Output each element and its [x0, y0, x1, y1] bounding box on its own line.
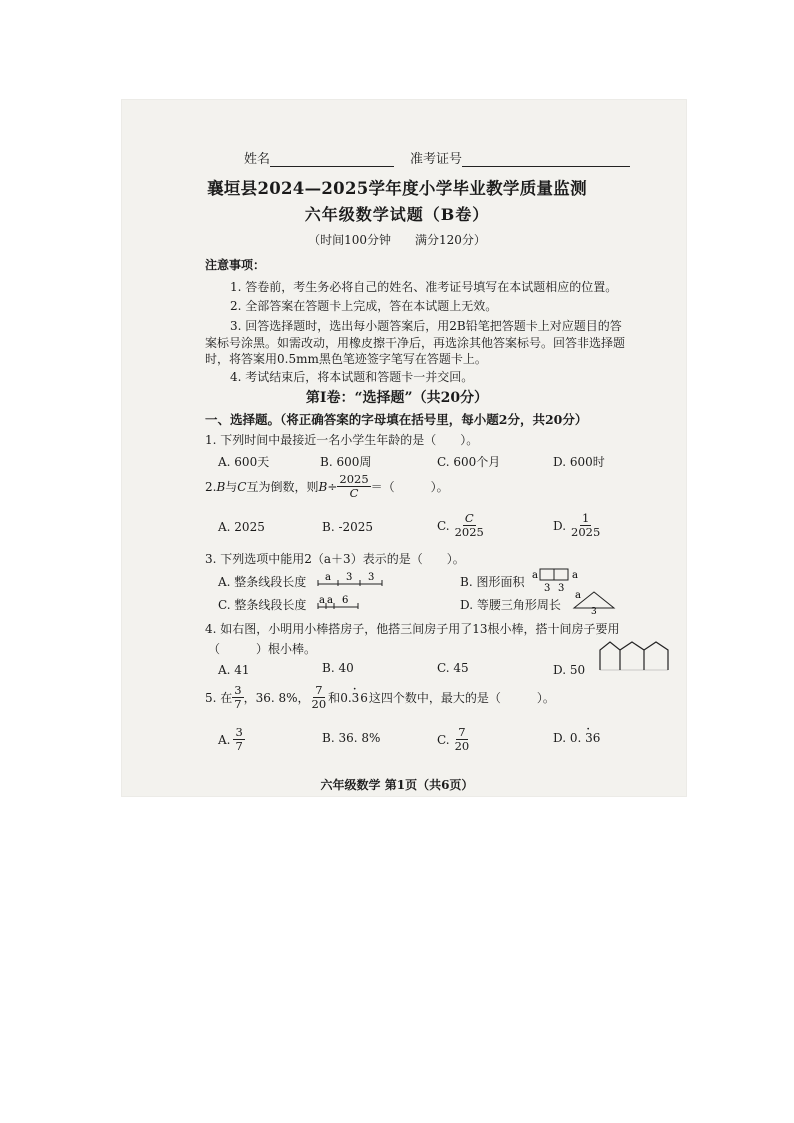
q2-divide-sign: ÷: [327, 479, 338, 494]
exam-number-underline: [462, 154, 630, 167]
exam-number-field: [410, 148, 630, 167]
q2-stem-text: 互为倒数，则: [246, 480, 319, 495]
q3-b-label: a: [532, 570, 538, 581]
q5-option-d-repeating: [585, 731, 600, 745]
note-3-line-2: 案标号涂黑。如需改动，用橡皮擦干净后，再选涂其他答案标号。回答非选择题: [205, 336, 626, 350]
q4-house-3: [644, 642, 668, 670]
q2-fraction: [337, 473, 370, 500]
q5-repeating-digits-text: 36: [351, 690, 369, 705]
q3-option-d: [460, 596, 561, 613]
q5-number: 5. 在: [205, 691, 233, 706]
q2-c-denominator: 2025: [454, 525, 484, 540]
note-3-line-1: 3. 回答选择题时，选出每小题答案后，用2B铅笔把答题卡上对应题目的答: [230, 319, 622, 333]
notes-heading: 注意事项：: [205, 258, 266, 272]
q2-c-numerator: C: [464, 511, 474, 525]
q1-option-c: C. 600个月: [437, 455, 501, 469]
q1-option-d: D. 600时: [553, 455, 605, 469]
q5-option-a-label: A.: [218, 732, 231, 747]
q2-fraction-denominator: C: [349, 486, 359, 501]
section-heading: [205, 410, 587, 428]
note-1: 1. 答卷前，考生务必将自己的姓名、准考证号填写在本试题相应的位置。: [230, 280, 618, 294]
q2-number: 2.: [205, 479, 217, 494]
q4-option-a: A. 41: [218, 663, 250, 677]
q3-b-label: 3: [544, 583, 551, 594]
q1-option-a: A. 600天: [218, 455, 270, 469]
q3-option-b-text: B. 图形面积: [460, 575, 525, 589]
page-footer: 六年级数学 第1页（共6页）: [320, 778, 474, 792]
exam-title: 襄垣县2024—2025学年度小学毕业教学质量监测: [207, 179, 587, 198]
q2-option-b: B. -2025: [322, 520, 374, 534]
q3-stem: 3. 下列选项中能用2（a＋3）表示的是（ ）。: [205, 552, 465, 566]
q3-a-segment-figure: [316, 568, 386, 588]
q5-f1-denominator: 7: [234, 697, 242, 712]
q3-option-a: [218, 573, 306, 590]
exam-number-label: 准考证号: [410, 152, 463, 167]
q3-a-label: a: [325, 572, 331, 583]
q3-b-label: a: [572, 570, 578, 581]
q2-option-c: [437, 512, 486, 539]
q4-house-1: [600, 642, 620, 670]
q5-a-denominator: 7: [235, 739, 243, 754]
q5-c-denominator: 20: [454, 739, 470, 754]
q3-c-segment-figure: [316, 591, 366, 611]
q2-option-d: [553, 512, 602, 539]
note-3-line-3: 时，将答案用0.5mm黑色笔迹签字笔写在答题卡上。: [205, 352, 487, 366]
q4-house-2: [620, 642, 644, 670]
section-title: 第Ⅰ卷：“选择题”（共20分）: [305, 390, 489, 406]
q4-stem-line-2: （ ）根小棒。: [208, 642, 317, 656]
q5-fraction-2: [310, 684, 329, 711]
q2-d-denominator: 2025: [571, 525, 601, 540]
q2-option-d-label: D.: [553, 518, 567, 533]
q4-option-c: C. 45: [437, 661, 469, 675]
name-label: 姓名: [244, 152, 271, 167]
q5-option-a: [218, 726, 245, 753]
q2-fraction-numerator: 2025: [339, 472, 369, 486]
q5-option-b: B. 36. 8%: [322, 731, 381, 745]
q5-option-c: [437, 726, 471, 753]
q5-option-d-label: D.: [553, 731, 570, 745]
q3-a-label: 3: [346, 572, 353, 583]
q3-option-c-text: C. 整条线段长度: [218, 598, 307, 612]
q3-d-label: 3: [591, 607, 597, 614]
q2-var-c: C: [237, 479, 247, 494]
q5-option-a-fraction: [233, 726, 244, 753]
section-heading-number: 一、选择题。: [205, 412, 281, 427]
q2-option-c-fraction: [453, 512, 486, 539]
exam-subtitle: 六年级数学试题（B卷）: [304, 205, 490, 224]
q5-option-d-digits: 36: [585, 731, 601, 745]
q5-option-c-fraction: [453, 726, 472, 753]
q5-option-d: [553, 731, 600, 745]
q5-c-numerator: 7: [458, 725, 466, 739]
q5-stem: [205, 684, 555, 711]
q2-stem: [205, 473, 449, 500]
q5-fraction-1: [232, 684, 243, 711]
q3-c-label: 6: [342, 595, 349, 606]
q3-b-label: 3: [558, 583, 565, 594]
q3-c-label: a: [327, 595, 333, 606]
q5-option-d-prefix: 0.: [569, 731, 586, 745]
q4-option-b: B. 40: [322, 661, 354, 675]
q3-b-rect-left: [540, 569, 554, 580]
q5-repeating-prefix: 0.: [340, 690, 352, 705]
q4-option-d: D. 50: [553, 663, 586, 677]
name-underline: [270, 154, 394, 167]
q3-option-a-text: A. 整条线段长度: [218, 575, 307, 589]
q3-c-label: a: [319, 595, 325, 606]
q2-option-d-fraction: [569, 512, 602, 539]
q5-a-numerator: 3: [235, 725, 243, 739]
q3-option-b: [460, 573, 524, 590]
section-heading-instructions: （将正确答案的字母填在括号里，每小题2分，共20分）: [280, 412, 588, 427]
q5-percent: ，36. 8%，: [243, 691, 310, 706]
q1-stem: 1. 下列时间中最接近一名小学生年龄的是（ ）。: [205, 433, 479, 447]
q5-f2-numerator: 7: [315, 683, 323, 697]
q3-d-triangle-figure: [570, 584, 620, 614]
q5-f2-denominator: 20: [311, 697, 327, 712]
note-4: 4. 考试结束后，将本试题和答题卡一并交回。: [230, 370, 474, 384]
q5-connector: 和: [328, 691, 341, 706]
q5-f1-numerator: 3: [234, 683, 242, 697]
q2-var-b-expr: B: [318, 479, 328, 494]
q2-option-c-label: C.: [437, 518, 450, 533]
q5-option-c-label: C.: [437, 732, 450, 747]
q3-a-label: 3: [368, 572, 375, 583]
q2-d-numerator: 1: [581, 511, 590, 525]
q3-option-d-text: D. 等腰三角形周长: [460, 598, 561, 612]
name-field: [244, 148, 394, 167]
q5-stem-tail: 这四个数中，最大的是（ ）。: [368, 691, 555, 706]
q2-var-b: B: [216, 479, 226, 494]
q2-option-a: A. 2025: [218, 520, 265, 534]
note-2: 2. 全部答案在答题卡上完成，答在本试题上无效。: [230, 299, 498, 313]
q3-d-label: a: [575, 590, 581, 601]
q3-option-c: [218, 596, 306, 613]
q4-stem-line-1: 4. 如右图，小明用小棒搭房子，他搭三间房子用了13根小棒，搭十间房子要用: [205, 622, 620, 636]
time-info: （时间100分钟 满分120分）: [308, 233, 486, 247]
q3-b-rect-right: [554, 569, 568, 580]
q2-stem-tail: ＝（ ）。: [370, 480, 449, 495]
q1-option-b: B. 600周: [320, 455, 372, 469]
q2-connector: 与: [225, 480, 238, 495]
q5-repeating-digits: [352, 691, 369, 705]
q4-houses-figure: [598, 638, 674, 672]
